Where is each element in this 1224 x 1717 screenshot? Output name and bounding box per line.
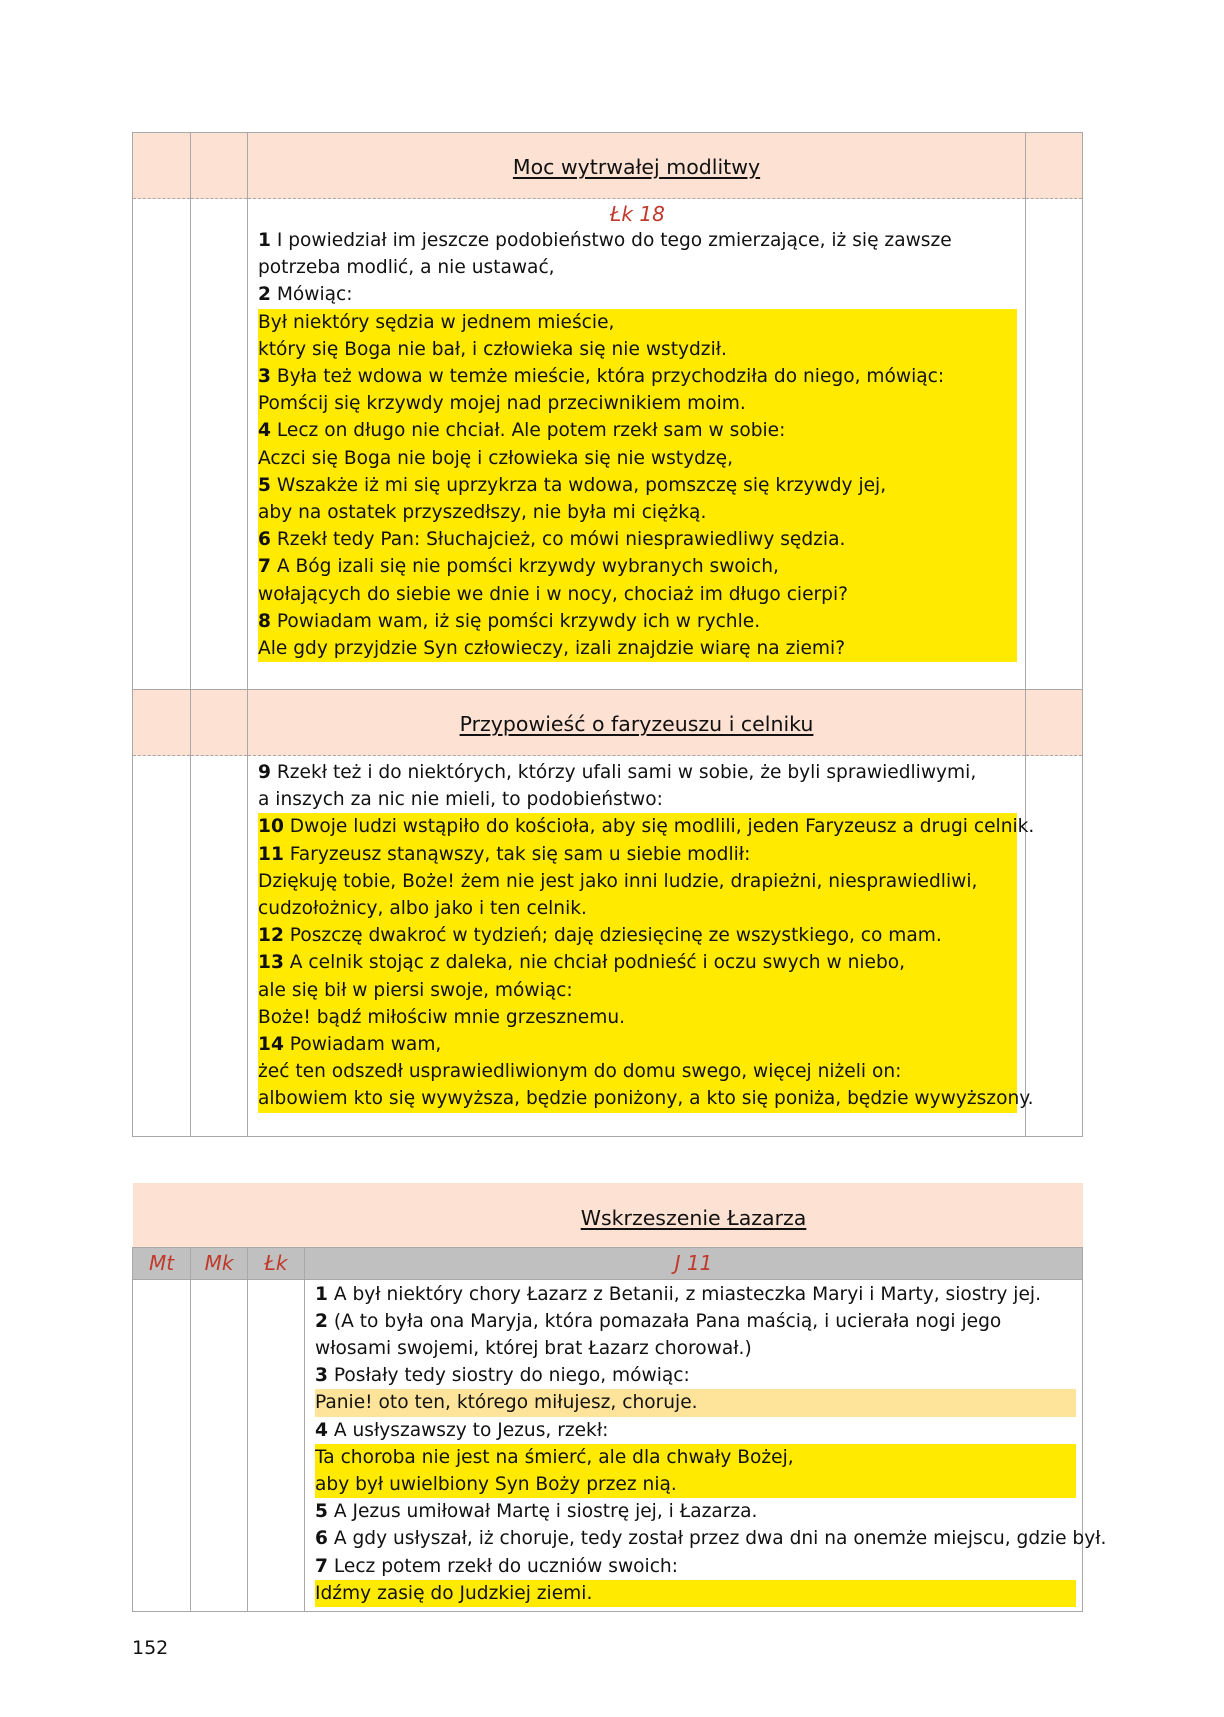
verse-line	[258, 841, 1017, 868]
verse-line	[258, 336, 1017, 363]
verse-line	[258, 445, 1017, 472]
verse-line	[258, 1031, 1017, 1058]
verse-number: 3	[315, 1365, 328, 1387]
verse-line	[258, 1058, 1017, 1085]
verse-line	[258, 759, 1017, 786]
passage-text	[305, 1280, 1107, 1611]
verse-line	[315, 1281, 1076, 1308]
verse-number: 10	[258, 816, 284, 838]
section-header	[248, 690, 1026, 756]
verse-number: 2	[315, 1310, 328, 1332]
verse-text: Powiadam wam, iż się pomści krzywdy ich w rychle.	[270, 610, 761, 632]
verse-number: 4	[315, 1419, 328, 1441]
verse-text: ale się bił w piersi swoje, mówiąc:	[258, 979, 573, 1001]
verse-line	[258, 635, 1017, 662]
column-header-j: J 11	[305, 1247, 1083, 1279]
verse-text: A usłyszawszy to Jezus, rzekł:	[327, 1419, 609, 1441]
verse-text: Była też wdowa w temże mieście, która przychodziła do niego, mówiąc:	[270, 366, 945, 388]
side-cell	[133, 133, 191, 199]
side-cell	[191, 133, 248, 199]
verse-line	[258, 868, 1017, 895]
verse-text: wołających do siebie we dnie i w nocy, chociaż im długo cierpi?	[258, 583, 849, 605]
verse-number: 4	[258, 420, 271, 442]
verse-text: cudzołożnicy, albo jako i ten celnik.	[258, 898, 587, 920]
verse-text: Pomścij się krzywdy mojej nad przeciwnikiem moim.	[258, 393, 746, 415]
verse-line	[258, 499, 1017, 526]
verse-line	[258, 526, 1017, 553]
verse-line	[258, 977, 1017, 1004]
page-number: 152	[132, 1637, 169, 1659]
passage-text	[248, 199, 1025, 666]
verse-line	[258, 786, 1017, 813]
verse-text: który się Boga nie bał, i człowieka się nie wstydził.	[258, 338, 727, 360]
verse-line	[258, 949, 1017, 976]
section-title: Moc wytrwałej modlitwy	[512, 155, 761, 179]
section-header	[248, 133, 1026, 199]
verse-text: A gdy usłyszał, iż choruje, tedy został przez dwa dni na onemże miejscu, gdzie był.	[327, 1528, 1107, 1550]
verse-line	[258, 1085, 1034, 1112]
section-title: Przypowieść o faryzeuszu i celniku	[459, 712, 814, 736]
column-header-lk: Łk	[248, 1247, 305, 1279]
verse-number: 12	[258, 925, 284, 947]
side-cell	[1026, 133, 1083, 199]
verse-number: 11	[258, 843, 284, 865]
verse-line	[315, 1362, 1076, 1389]
verse-text: Panie! oto ten, którego miłujesz, choruje.	[315, 1392, 698, 1414]
verse-line	[315, 1553, 1076, 1580]
verse-number: 1	[258, 230, 271, 251]
verse-text: Rzekł tedy Pan: Słuchajcież, co mówi niesprawiedliwy sędzia.	[270, 529, 846, 551]
verse-number: 14	[258, 1034, 284, 1056]
verse-line	[258, 472, 1017, 499]
verse-number: 6	[315, 1528, 328, 1550]
verse-text: Powiadam wam,	[283, 1034, 442, 1056]
verse-text: A celnik stojąc z daleka, nie chciał podnieść i oczu swych w niebo,	[283, 952, 906, 974]
verse-line	[258, 608, 1017, 635]
verse-number: 5	[315, 1501, 328, 1523]
scripture-reference: Łk 18	[610, 202, 665, 226]
parables-table	[132, 132, 1083, 1137]
verse-line	[258, 281, 1017, 308]
passage-cell	[248, 199, 1026, 690]
verse-number: 8	[258, 610, 271, 632]
verse-text: Lecz potem rzekł do uczniów swoich:	[327, 1555, 678, 1577]
verse-text: albowiem kto się wywyższa, będzie poniżony, a kto się poniża, będzie wywyższony.	[258, 1088, 1034, 1110]
verse-line	[315, 1417, 1076, 1444]
passage-cell	[305, 1279, 1107, 1611]
verse-line	[315, 1389, 1076, 1416]
verse-line	[258, 813, 1035, 840]
verse-text: I powiedział im jeszcze podobieństwo do tego zmierzające, iż się zawsze potrzeba modlić, a nie ustawać,	[258, 230, 952, 279]
lazarus-table	[132, 1183, 1107, 1612]
section-header	[133, 1183, 1083, 1247]
verse-text: Ta choroba nie jest na śmierć, ale dla chwały Bożej,	[315, 1446, 794, 1468]
verse-number: 2	[258, 284, 271, 306]
verse-number: 5	[258, 474, 271, 496]
verse-line	[315, 1308, 1076, 1362]
verse-number: 13	[258, 952, 284, 974]
verse-line	[315, 1580, 1076, 1607]
verse-line	[258, 581, 1017, 608]
verse-number: 7	[258, 556, 271, 578]
verse-line	[258, 309, 1017, 336]
verse-text: Ale gdy przyjdzie Syn człowieczy, izali znajdzie wiarę na ziemi?	[258, 638, 846, 660]
verse-text: A Bóg izali się nie pomści krzywdy wybranych swoich,	[270, 556, 779, 578]
column-header-mk: Mk	[191, 1247, 248, 1279]
verse-line	[315, 1471, 1076, 1498]
section-title: Wskrzeszenie Łazarza	[580, 1206, 807, 1230]
verse-text: aby był uwielbiony Syn Boży przez nią.	[315, 1473, 677, 1495]
verse-text: Rzekł też i do niektórych, którzy ufali sami w sobie, że byli sprawiedliwymi,	[270, 762, 977, 783]
verse-number: 6	[258, 529, 271, 551]
verse-text: (A to była ona Maryja, która pomazała Pana maścią, i ucierała nogi jego włosami swojemi, której brat Łazarz chorował.)	[315, 1310, 1002, 1359]
verse-text: Idźmy zasię do Judzkiej ziemi.	[315, 1582, 593, 1604]
verse-text: A Jezus umiłował Martę i siostrę jej, i Łazarza.	[327, 1501, 758, 1523]
verse-text: Dziękuję tobie, Boże! żem nie jest jako inni ludzie, drapieżni, niesprawiedliwi,	[258, 870, 978, 892]
verse-text: Aczci się Boga nie boję i człowieka się nie wstydzę,	[258, 447, 733, 469]
column-header-mt: Mt	[133, 1247, 191, 1279]
verse-number: 7	[315, 1555, 328, 1577]
passage-text	[248, 756, 1035, 1117]
verse-number: 1	[315, 1283, 328, 1305]
verse-text: Wszakże iż mi się uprzykrza ta wdowa, pomszczę się krzywdy jej,	[270, 474, 887, 496]
verse-line	[258, 363, 1017, 390]
verse-number: 3	[258, 366, 271, 388]
verse-text: żeć ten odszedł usprawiedliwionym do domu swego, więcej niżeli on:	[258, 1061, 902, 1083]
verse-text: Boże! bądź miłościw mnie grzesznemu.	[258, 1006, 626, 1028]
verse-text: Dwoje ludzi wstąpiło do kościoła, aby się modlili, jeden Faryzeusz a drugi celnik.	[283, 816, 1035, 838]
verse-line	[258, 922, 1017, 949]
verse-line	[315, 1444, 1076, 1471]
verse-line	[315, 1525, 1107, 1552]
verse-text: a inszych za nic nie mieli, to podobieństwo:	[258, 789, 663, 811]
verse-text: Posłały tedy siostry do niego, mówiąc:	[327, 1365, 690, 1387]
verse-text: A był niektóry chory Łazarz z Betanii, z miasteczka Maryi i Marty, siostry jej.	[327, 1283, 1041, 1305]
verse-line	[258, 390, 1017, 417]
verse-text: Mówiąc:	[270, 284, 353, 306]
verse-number: 9	[258, 762, 271, 783]
verse-line	[258, 417, 1017, 444]
verse-text: Poszczę dwakroć w tydzień; daję dziesięcinę ze wszystkiego, co mam.	[283, 925, 942, 947]
verse-text: Był niektóry sędzia w jednem mieście,	[258, 311, 615, 333]
verse-line	[315, 1498, 1076, 1525]
verse-line	[258, 1004, 1017, 1031]
verse-text: Faryzeusz stanąwszy, tak się sam u siebie modlił:	[283, 843, 751, 865]
verse-text: Lecz on długo nie chciał. Ale potem rzekł sam w sobie:	[270, 420, 786, 442]
verse-line	[258, 227, 1017, 281]
verse-text: aby na ostatek przyszedłszy, nie była mi ciężką.	[258, 502, 707, 524]
verse-line	[258, 895, 1017, 922]
verse-line	[258, 553, 1017, 580]
passage-cell	[248, 756, 1035, 1137]
